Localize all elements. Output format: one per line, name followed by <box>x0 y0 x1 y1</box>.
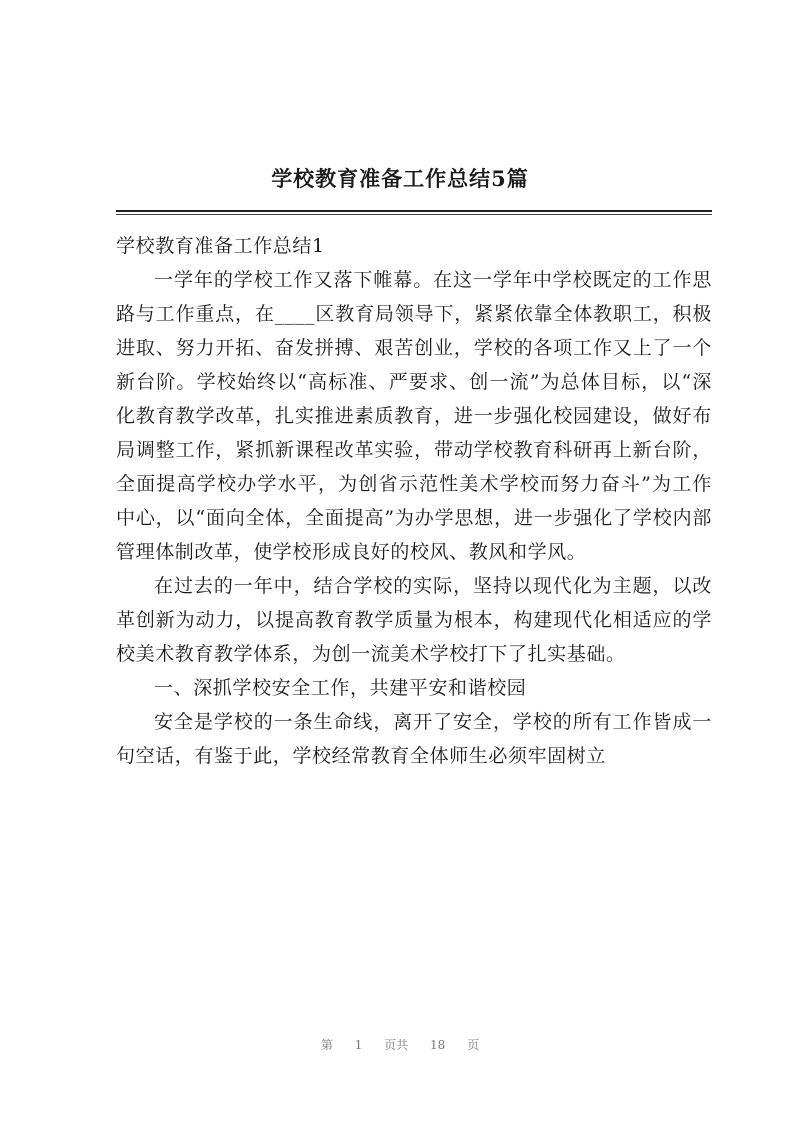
paragraph-1: 一学年的学校工作又落下帷幕。在这一学年中学校既定的工作思路与工作重点，在____区教育局领导下，紧紧依靠全体教职工，积极进取、努力开拓、奋发拼搏、艰苦创业，学校的各项工作又上了一个新台阶。学校始终以“高标准、严要求、创一流”为总体目标，以“深化教育教学改革，扎实推进素质教育，进一步强化校园建设，做好布局调整工作，紧抓新课程改革实验，带动学校教育科研再上新台阶，全面提高学校办学水平，为创省示范性美术学校而努力奋斗”为工作中心，以“面向全体，全面提高”为办学思想，进一步强化了学校内部管理体制改革，使学校形成良好的校风、教风和学风。 <box>116 269 712 563</box>
document-title: 学校教育准备工作总结5篇 <box>271 166 529 191</box>
paragraph-2: 在过去的一年中，结合学校的实际，坚持以现代化为主题，以改革创新为动力，以提高教育教学质量为根本，构建现代化相适应的学校美术教育教学体系，为创一流美术学校打下了扎实基础。 <box>116 575 712 665</box>
footer-total-pages: 18 <box>430 1038 446 1052</box>
section-subtitle: 学校教育准备工作总结1 <box>116 235 325 257</box>
title-divider-thick <box>116 210 712 212</box>
document-body <box>116 229 712 773</box>
title-divider-thin <box>116 214 712 215</box>
paragraph-3: 安全是学校的一条生命线，离开了安全，学校的所有工作皆成一句空话，有鉴于此，学校经常教育全体师生必须牢固树立 <box>116 711 712 767</box>
footer-page-number: 1 <box>354 1038 363 1052</box>
section-heading: 一、深抓学校安全工作，共建平安和谐校园 <box>154 677 527 699</box>
footer-prefix: 第 <box>320 1038 333 1052</box>
page-footer <box>0 1036 800 1053</box>
footer-suffix: 页 <box>467 1038 480 1052</box>
footer-middle: 页共 <box>384 1038 409 1052</box>
